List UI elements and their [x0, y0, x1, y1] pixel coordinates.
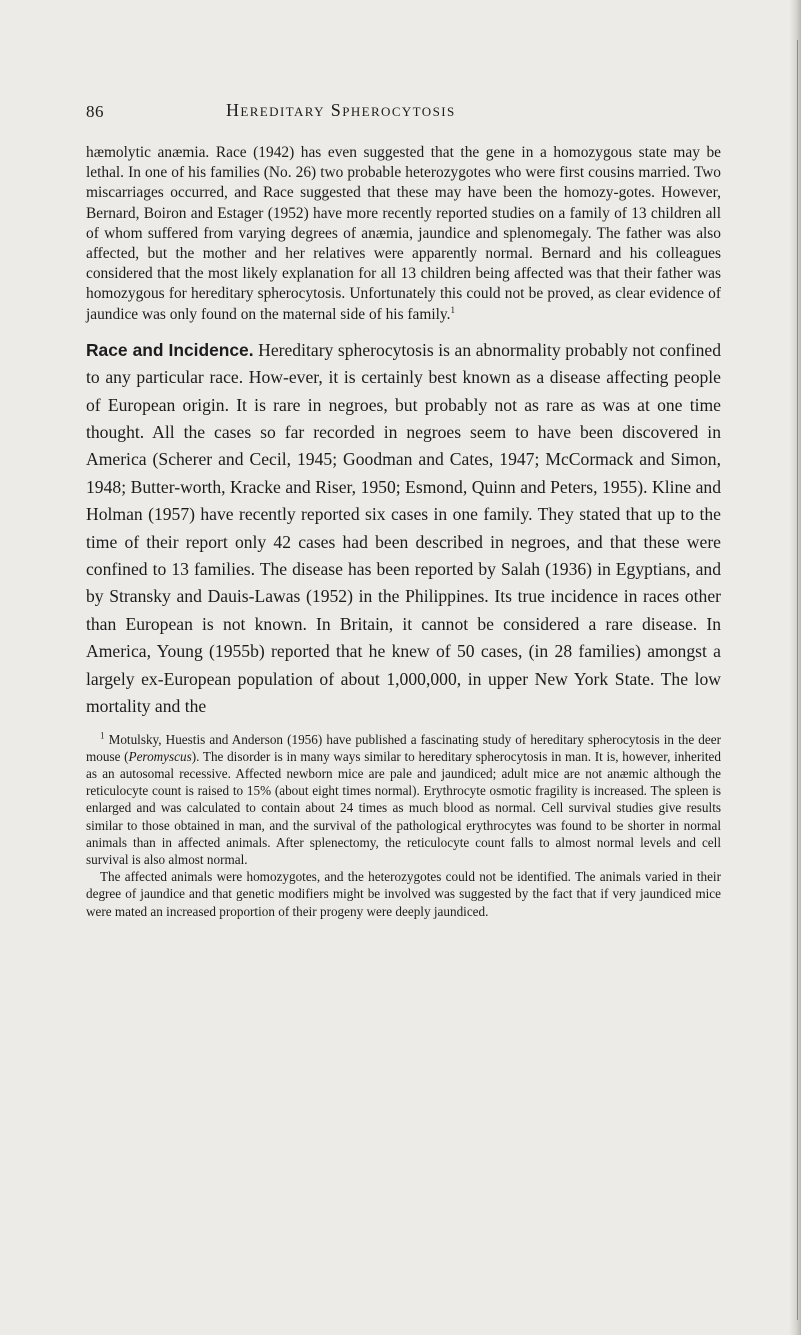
- footnotes: [86, 731, 721, 920]
- page-header: [86, 100, 726, 130]
- footnote-continuation: The affected animals were homozygotes, and the heterozygotes could not be identified. The animals varied in their degree of jaundice and that genetic modifiers might be involved was suggested by the fact that if very jaundiced mice were mated an increased proportion of their progeny were deeply jaundiced.: [86, 869, 721, 919]
- footnote-text: Motulsky, Huestis and Anderson (1956) have published a fascinating study of hereditary spherocytosis in the deer mouse (: [86, 731, 722, 764]
- paragraph-text: hæmolytic anæmia. Race (1942) has even suggested that the gene in a homozygous state may be lethal. In one of his families (No. 26) two probable heterozygotes who were first cousins married. Two miscarriages occurred, and Race suggested that these may have been the homozy-gotes. However, Bernard, Boiron and Estager (1952) have more recently reported studies on a family of 13 children all of whom suffered from varying degrees of anæmia, jaundice and splenomegaly. The father was also affected, but the mother and her relatives were apparently normal. Bernard and his colleagues considered that the most likely explanation for all 13 children being affected was that their father was homozygous for hereditary spherocytosis. Unfortunately this could not be proved, as clear evidence of jaundice was only found on the maternal side of his family.: [86, 144, 721, 323]
- footnote-reference: 1: [450, 304, 455, 315]
- paragraph: [86, 143, 721, 325]
- footnote-text-continued: ). The disorder is in many ways similar to hereditary spherocytosis in man. It is, however, inherited as an autosomal recessive. Affected newborn mice are pale and jaundiced; adult mice are not anæmic although the reticulocyte count is raised to 15% (about eight times normal). Erythrocyte osmotic fragility is increased. The spleen is enlarged and was calculated to contain about 24 times as much blood as normal. Cell survival studies give results similar to those obtained in man, and the survival of the pathological erythrocytes was found to be shorter in normal animals than in affected animals. After splenectomy, the reticulocyte count falls to almost normal levels and cell survival is also almost normal.: [86, 748, 721, 867]
- page-edge-shadow: [789, 0, 801, 1335]
- section-heading: Race and Incidence.: [86, 339, 254, 360]
- footnote-marker: 1: [100, 730, 105, 741]
- section-text: Hereditary spherocytosis is an abnormality probably not confined to any particular race. How-ever, it is certainly best known as a disease affecting people of European origin. It is rare in negroes, but probably not as rare as was at one time thought. All the cases so far recorded in negroes seem to have been discovered in America (Scherer and Cecil, 1945; Goodman and Cates, 1947; McCormack and Simon, 1948; Butter-worth, Kracke and Riser, 1950; Esmond, Quinn and Peters, 1955). Kline and Holman (1957) have recently reported six cases in one family. They stated that up to the time of their report only 42 cases had been described in negroes, and that these were confined to 13 families. The disease has been reported by Salah (1936) in Egyptians, and by Stransky and Dauis-Lawas (1952) in the Philippines. Its true incidence in races other than European is not known. In Britain, it cannot be considered a rare disease. In America, Young (1955b) reported that he knew of 50 cases, (in 28 families) amongst a largely ex-European population of about 1,000,000, in upper New York State. The low mortality and the: [86, 339, 722, 717]
- running-head: Hereditary Spherocytosis: [226, 100, 456, 120]
- footnote-species-name: Peromyscus: [128, 748, 192, 764]
- page-body: [86, 143, 721, 920]
- page-number: 86: [86, 102, 104, 121]
- footnote: [86, 731, 721, 869]
- section-paragraph: [86, 337, 721, 721]
